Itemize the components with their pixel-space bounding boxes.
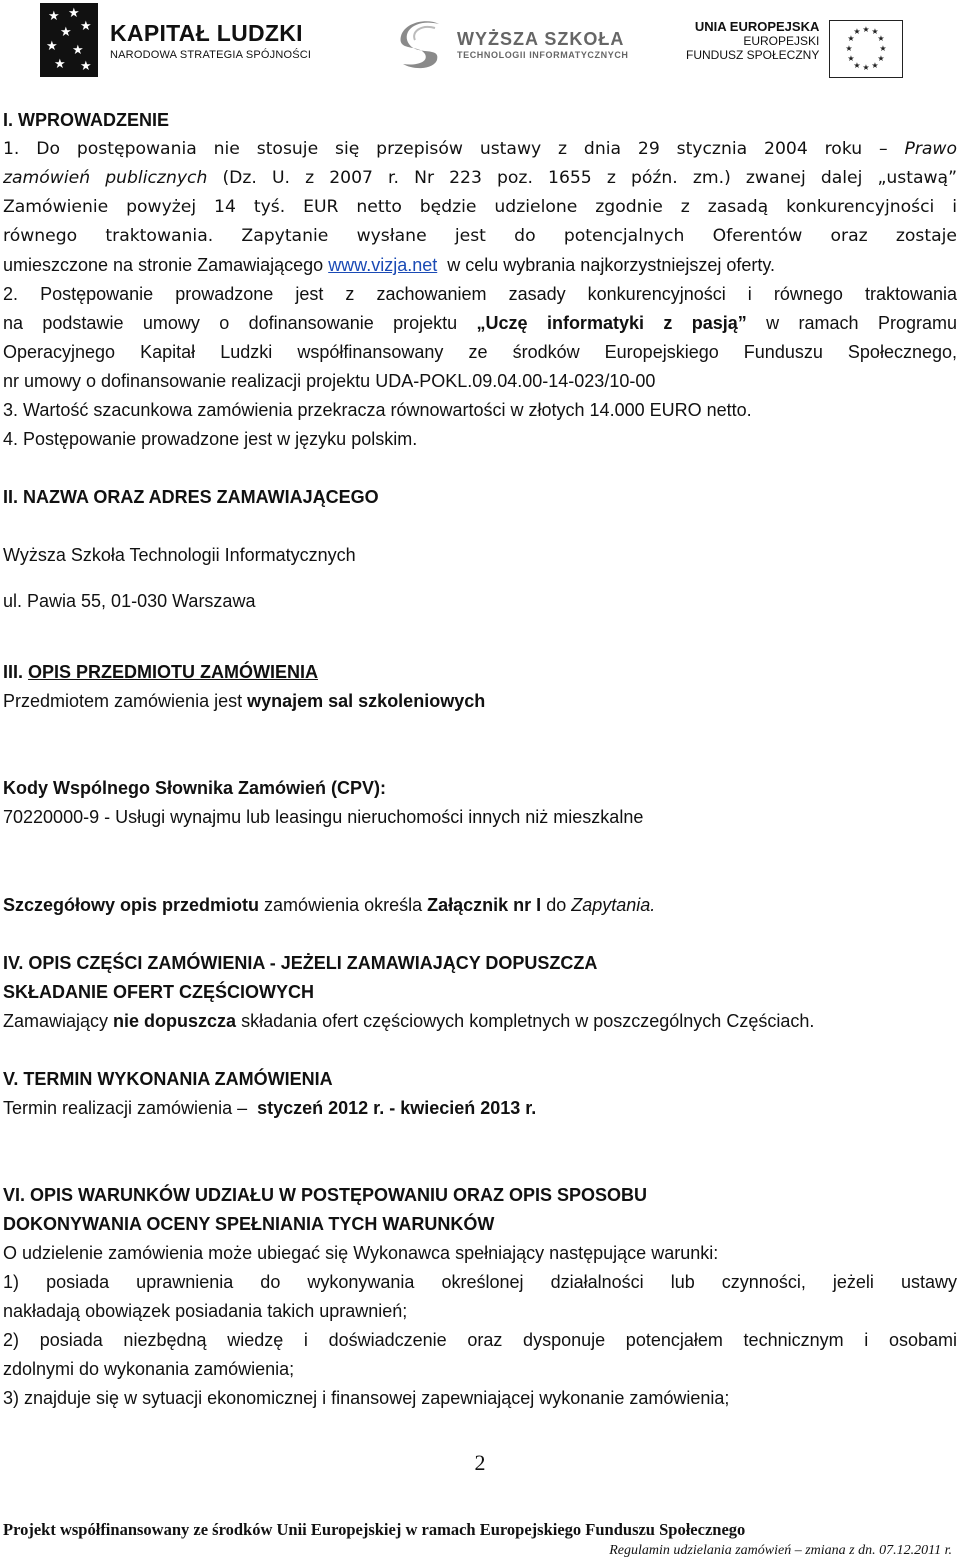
s1-p4: 4. Postępowanie prowadzone jest w języku polskim. [3,429,418,449]
section-4-heading-line1: IV. OPIS CZĘŚCI ZAMÓWIENIA - JEŻELI ZAMAWIAJĄCY DOPUSZCZA [3,953,598,973]
svg-text:★: ★ [862,63,870,72]
section-4-heading-line2: SKŁADANIE OFERT CZĘŚCIOWYCH [3,982,315,1002]
svg-text:★: ★ [853,27,861,36]
s3-detail: Szczegółowy opis przedmiotu zamówienia określa Załącznik nr I do Zapytania. [3,895,656,915]
svg-text:★: ★ [845,44,853,53]
s6-intro: O udzielenie zamówienia może ubiegać się Wykonawca spełniający następujące warunki: [3,1243,719,1263]
s1-p1-line3: Zamówienie powyżej 14 tyś. EUR netto będzie udzielone zgodnie z zasadą konkurencyjności i [3,197,957,217]
eu-flag-icon [829,20,903,78]
s6-condition-3: 3) znajduje się w sytuacji ekonomicznej i finansowej zapewniającej wykonanie zamówienia; [3,1388,730,1408]
svg-text:★: ★ [877,54,885,63]
wsti-title: WYŻSZA SZKOŁA [457,28,625,49]
kapital-ludzki-subtitle: NARODOWA STRATEGIA SPÓJNOŚCI [110,48,312,61]
svg-text:★: ★ [877,34,885,43]
s6-condition-2-line2: zdolnymi do wykonania zamówienia; [3,1359,295,1379]
funding-note: Projekt współfinansowany ze środków Unii Europejskiej w ramach Europejskiego Funduszu Społecznego [3,1520,746,1539]
page-header [0,0,960,82]
s2-name: Wyższa Szkoła Technologii Informatycznych [3,545,356,565]
s1-p1-line1: 1. Do postępowania nie stosuje się przepisów ustawy z dnia 29 stycznia 2004 roku – Prawo [3,139,958,159]
svg-text:★: ★ [879,44,887,53]
section-3-heading: III. OPIS PRZEDMIOTU ZAMÓWIENIA [3,662,319,682]
svg-text:★: ★ [871,61,879,70]
s3-cpv-code: 70220000-9 - Usługi wynajmu lub leasingu nieruchomości innych niż mieszkalne [3,807,644,827]
wsti-subtitle: TECHNOLOGII INFORMATYCZNYCH [457,49,629,60]
svg-text:★: ★ [853,61,861,70]
s1-p2-line1: 2. Postępowanie prowadzone jest z zachowaniem zasady konkurencyjności i równego traktowania [3,284,957,304]
s1-p2-line2: na podstawie umowy o dofinansowanie projektu „Uczę informatyki z pasją” w ramach Programu [3,313,957,333]
section-1-heading: I. WPROWADZENIE [3,110,169,130]
s5-p1: Termin realizacji zamówienia – styczeń 2012 r. - kwiecień 2013 r. [3,1098,537,1118]
s1-p1-line4: równego traktowania. Zapytanie wysłane jest do potencjalnych Oferentów oraz zostaje [3,226,957,246]
page-number: 2 [474,1450,486,1475]
wsti-logo [395,16,629,72]
eu-logo [686,20,903,78]
svg-text:★: ★ [871,27,879,36]
section-6-heading-line2: DOKONYWANIA OCENY SPEŁNIANIA TYCH WARUNKÓW [3,1214,495,1234]
s1-p2-line3: Operacyjnego Kapitał Ludzki współfinansowany ze środków Europejskiego Funduszu Społecznego, [3,342,957,362]
s1-p2-line4: nr umowy o dofinansowanie realizacji projektu UDA-POKL.09.04.00-14-023/10-00 [3,371,656,391]
s1-p1-line5: umieszczone na stronie Zamawiającego www.vizja.net w celu wybrania najkorzystniejszej oferty. [3,255,776,275]
section-2-heading: II. NAZWA ORAZ ADRES ZAMAWIAJĄCEGO [3,487,379,507]
svg-text:★: ★ [847,54,855,63]
s1-p3: 3. Wartość szacunkowa zamówienia przekracza równowartości w złotych 14.000 EURO netto. [3,400,752,420]
kapital-ludzki-emblem-icon: ★ ★ ★ ★ ★ ★ ★ ★ [40,3,98,77]
s6-condition-2-line1: 2) posiada niezbędną wiedzę i doświadczenie oraz dysponuje potencjałem technicznym i osobami [3,1330,957,1350]
s1-p1-line2: zamówień publicznych (Dz. U. z 2007 r. Nr 223 poz. 1655 z późn. zm.) zwanej dalej „ustawą” [3,168,957,188]
eu-line-1: UNIA EUROPEJSKA [694,19,820,34]
kapital-ludzki-logo [40,2,311,78]
svg-text:★: ★ [862,25,870,34]
eu-line-3: FUNDUSZ SPOŁECZNY [686,48,820,62]
s3-p1: Przedmiotem zamówienia jest wynajem sal szkoleniowych [3,691,486,711]
wsti-swirl-icon [395,16,451,72]
kapital-ludzki-title: KAPITAŁ LUDZKI [110,19,303,46]
eu-line-2: EUROPEJSKI [743,34,820,48]
s6-condition-1-line2: nakładają obowiązek posiadania takich uprawnień; [3,1301,408,1321]
s4-p1: Zamawiający nie dopuszcza składania ofert częściowych kompletnych w poszczególnych Częściach. [3,1011,815,1031]
s6-condition-1-line1: 1) posiada uprawnienia do wykonywania określonej działalności lub czynności, jeżeli ustawy [3,1272,957,1292]
s2-address: ul. Pawia 55, 01-030 Warszawa [3,591,256,611]
vizja-link[interactable]: www.vizja.net [328,255,438,275]
section-6-heading-line1: VI. OPIS WARUNKÓW UDZIAŁU W POSTĘPOWANIU ORAZ OPIS SPOSOBU [3,1185,648,1205]
regulation-note: Regulamin udzielania zamówień – zmiana z dn. 07.12.2011 r. [609,1543,952,1558]
s3-cpv-heading: Kody Wspólnego Słownika Zamówień (CPV): [3,778,387,798]
section-5-heading: V. TERMIN WYKONANIA ZAMÓWIENIA [3,1069,333,1089]
svg-text:★: ★ [847,34,855,43]
